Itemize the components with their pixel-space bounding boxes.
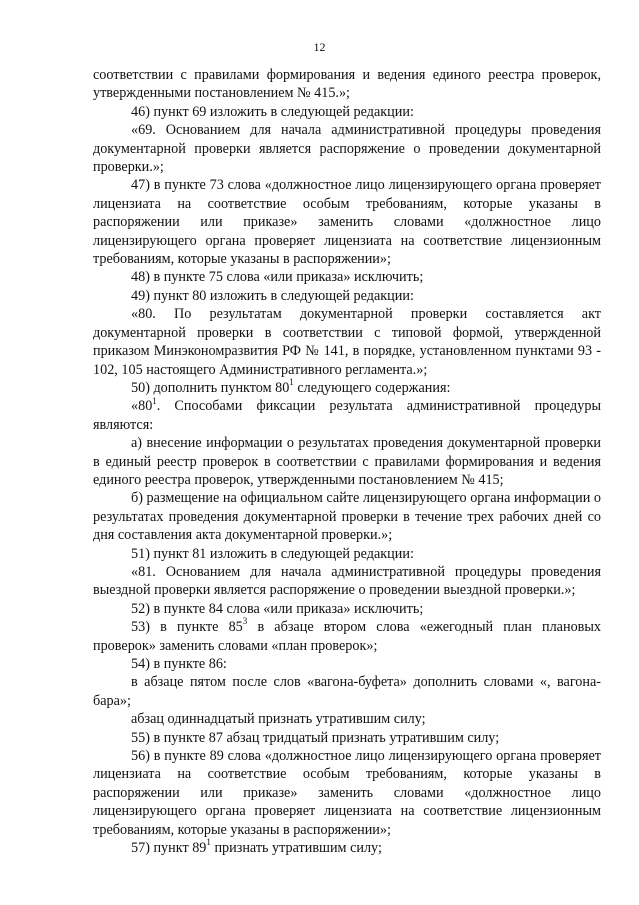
paragraph-text: в абзаце пятом после слов «вагона-буфета» дополнить словами «, вагона-бара»; bbox=[93, 674, 601, 709]
paragraph bbox=[93, 563, 601, 600]
paragraph-text: «80. По результатам документарной проверки составляется акт документарной проверки в соответствии с типовой формой, утвержденной приказом Минэкономразвития РФ № 141, в порядке, установленном пунктами 93 - 102, 105 настоящего Административного регламента.»; bbox=[93, 306, 601, 378]
paragraph bbox=[93, 489, 601, 544]
paragraph-text: «69. Основанием для начала административной процедуры проведения документарной проверки является распоряжение о проведении документарной проверки.»; bbox=[93, 122, 601, 176]
paragraph-text: б) размещение на официальном сайте лицензирующего органа информации о результатах проведения документарной проверки в течение трех рабочих дней со дня составления акта документарной проверки.»; bbox=[93, 490, 601, 544]
paragraph-text: абзац одиннадцатый признать утратившим силу; bbox=[131, 711, 426, 728]
paragraph-text: 54) в пункте 86: bbox=[131, 656, 227, 672]
superscript: 1 bbox=[152, 395, 157, 406]
paragraph-text: 47) в пункте 73 слова «должностное лицо лицензирующего органа проверяет лицензиата на соответствие особым требованиям, которые указаны в распоряжении или приказе» заменить словами «должностное лицо лицензирующего органа проверяет лицензиата на соответствие лицензионным требованиям, которые указаны в распоряжении»; bbox=[93, 177, 601, 268]
paragraph-text: «80 bbox=[131, 398, 153, 415]
paragraph bbox=[93, 103, 601, 121]
paragraph-text: 52) в пункте 84 слова «или приказа» исключить; bbox=[131, 600, 424, 617]
paragraph bbox=[93, 434, 601, 489]
paragraph bbox=[93, 287, 601, 305]
paragraph bbox=[93, 839, 601, 857]
paragraph bbox=[93, 305, 601, 379]
paragraph bbox=[93, 747, 601, 839]
paragraph-text: 49) пункт 80 изложить в следующей редакции: bbox=[131, 287, 414, 304]
paragraph-text: 57) пункт 89 bbox=[131, 840, 207, 857]
paragraph bbox=[93, 66, 601, 103]
paragraph bbox=[93, 655, 601, 673]
paragraph bbox=[93, 673, 601, 710]
paragraph-text-continued: признать утратившим силу; bbox=[210, 840, 382, 857]
paragraph-text: 55) в пункте 87 абзац тридцатый признать утратившим силу; bbox=[131, 729, 500, 746]
paragraph bbox=[93, 379, 601, 397]
paragraph-text: 56) в пункте 89 слова «должностное лицо лицензирующего органа проверяет лицензиата на соответствие особым требованиям, которые указаны в распоряжении или приказе» заменить словами «должностное лицо лицензирующего органа проверяет лицензиата на соответствие лицензионным требованиям, которые указаны в распоряжении»; bbox=[93, 748, 601, 838]
paragraph bbox=[93, 710, 601, 728]
superscript: 3 bbox=[242, 616, 248, 627]
paragraph-text: соответствии с правилами формирования и ведения единого реестра проверок, утвержденными постановлением № 415.»; bbox=[93, 67, 601, 102]
paragraph-text: а) внесение информации о результатах проведения документарной проверки в единый реестр проверок в соответствии с правилами формирования и ведения единого реестра проверок, утвержденными постановлением № 415; bbox=[93, 435, 601, 488]
paragraph-text-continued: в абзаце втором слова «ежегодный план плановых проверок» заменить словами «план проверок»; bbox=[93, 619, 601, 654]
superscript: 1 bbox=[206, 837, 211, 848]
paragraph bbox=[93, 268, 601, 286]
paragraph bbox=[93, 176, 601, 268]
paragraph bbox=[93, 618, 601, 655]
paragraph-text: 50) дополнить пунктом 80 bbox=[131, 379, 290, 396]
paragraph-text: 46) пункт 69 изложить в следующей редакции: bbox=[131, 103, 414, 120]
paragraph-text: «81. Основанием для начала административной процедуры проведения выездной проверки является распоряжение о проведении выездной проверки.»; bbox=[93, 563, 601, 599]
paragraph-text: 51) пункт 81 изложить в следующей редакции: bbox=[131, 545, 414, 562]
paragraph bbox=[93, 729, 601, 747]
paragraph bbox=[93, 397, 601, 434]
page-number: 12 bbox=[313, 40, 326, 54]
paragraph-text-continued: . Способами фиксации результата административной процедуры являются: bbox=[93, 398, 601, 433]
paragraph bbox=[93, 600, 601, 618]
paragraph bbox=[93, 545, 601, 563]
paragraph bbox=[93, 121, 601, 176]
paragraph-text-continued: следующего содержания: bbox=[293, 379, 451, 396]
superscript: 1 bbox=[289, 377, 294, 388]
paragraph-text: 53) в пункте 85 bbox=[131, 619, 243, 636]
document-body bbox=[93, 66, 601, 857]
paragraph-text: 48) в пункте 75 слова «или приказа» исключить; bbox=[131, 269, 424, 286]
